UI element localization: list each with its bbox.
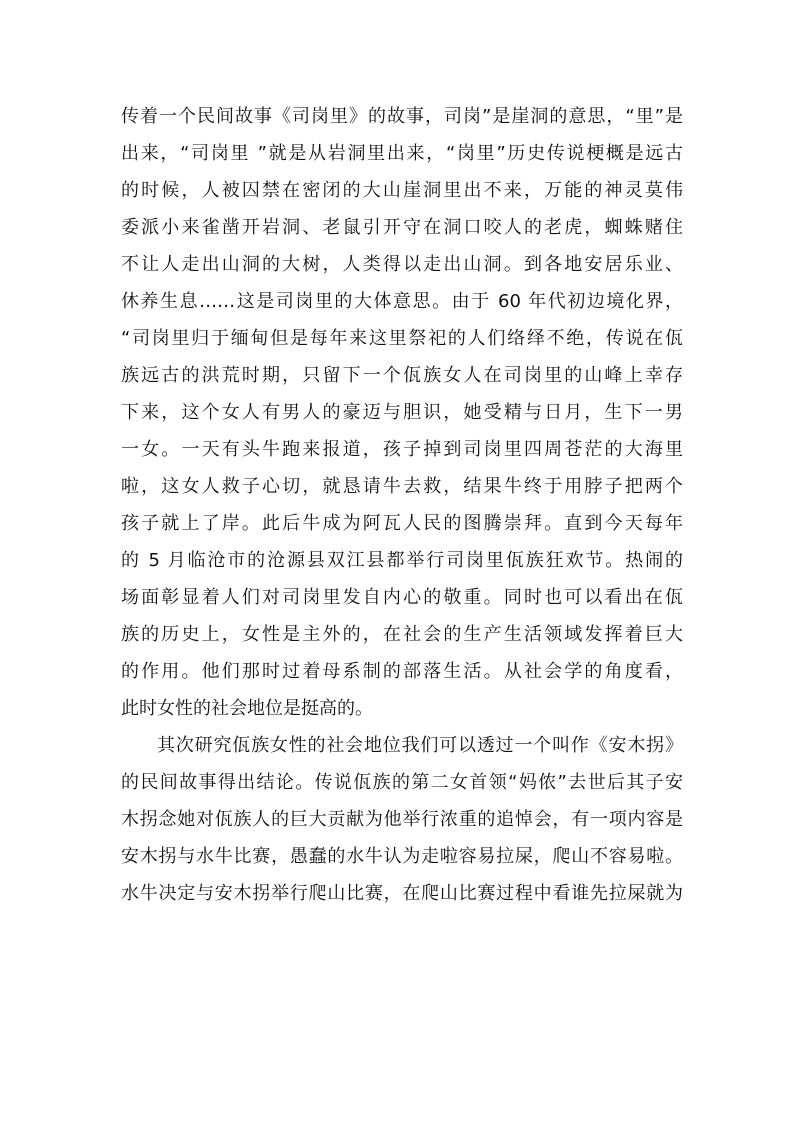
text-line: 孩子就上了岸。此后牛成为阿瓦人民的图腾崇拜。直到今天每年 bbox=[121, 513, 683, 534]
text-line: 一女。一天有头牛跑来报道，孩子掉到司岗里四周苍茫的大海里 bbox=[121, 439, 683, 460]
paragraph-1 bbox=[121, 98, 683, 727]
document-body bbox=[121, 98, 683, 912]
text-line: 休养生息……这是司岗里的大体意思。由于 60 年代初边境化界， bbox=[121, 291, 683, 312]
text-line: 族远古的洪荒时期，只留下一个佤族女人在司岗里的山峰上幸存 bbox=[121, 365, 683, 386]
text-line: 传着一个民间故事《司岗里》的故事，司岗”是崖洞的意思，“里”是 bbox=[121, 106, 683, 127]
text-line: 委派小来雀凿开岩洞、老鼠引开守在洞口咬人的老虎，蜘蛛赌住 bbox=[121, 217, 683, 238]
text-line: 族的历史上，女性是主外的，在社会的生产生活领域发挥着巨大 bbox=[121, 624, 683, 645]
text-line: 木拐念她对佤族人的巨大贡献为他举行浓重的追悼会，有一项内容是 bbox=[121, 809, 683, 830]
text-line: 的民间故事得出结论。传说佤族的第二女首领“妈侬”去世后其子安 bbox=[121, 772, 683, 793]
text-line: 场面彰显着人们对司岗里发自内心的敬重。同时也可以看出在佤 bbox=[121, 587, 683, 608]
text-line: 的时候，人被囚禁在密闭的大山崖洞里出不来，万能的神灵莫伟 bbox=[121, 180, 683, 201]
text-line: 啦，这女人救子心切，就恳请牛去救，结果牛终于用脖子把两个 bbox=[121, 476, 683, 497]
text-line: 出来，“司岗里 ”就是从岩洞里出来，“岗里”历史传说梗概是远古 bbox=[121, 143, 683, 164]
text-line: 的 5 月临沧市的沧源县双江县都举行司岗里佤族狂欢节。热闹的 bbox=[121, 550, 683, 571]
text-line: 水牛决定与安木拐举行爬山比赛，在爬山比赛过程中看谁先拉屎就为 bbox=[121, 883, 683, 904]
text-line: 下来，这个女人有男人的豪迈与胆识，她受精与日月，生下一男 bbox=[121, 402, 683, 423]
text-line: 安木拐与水牛比赛，愚蠢的水牛认为走啦容易拉屎，爬山不容易啦。 bbox=[121, 846, 683, 867]
text-line: “司岗里归于缅甸但是每年来这里祭祀的人们络绎不绝，传说在佤 bbox=[121, 328, 683, 349]
text-line: 其次研究佤族女性的社会地位我们可以透过一个叫作《安木拐》 bbox=[157, 735, 683, 756]
paragraph-2 bbox=[121, 727, 683, 912]
text-line: 的作用。他们那时过着母系制的部落生活。从社会学的角度看， bbox=[121, 661, 683, 682]
text-line: 不让人走出山洞的大树，人类得以走出山洞。到各地安居乐业、 bbox=[121, 254, 683, 275]
text-line: 此时女性的社会地位是挺高的。 bbox=[121, 698, 373, 719]
